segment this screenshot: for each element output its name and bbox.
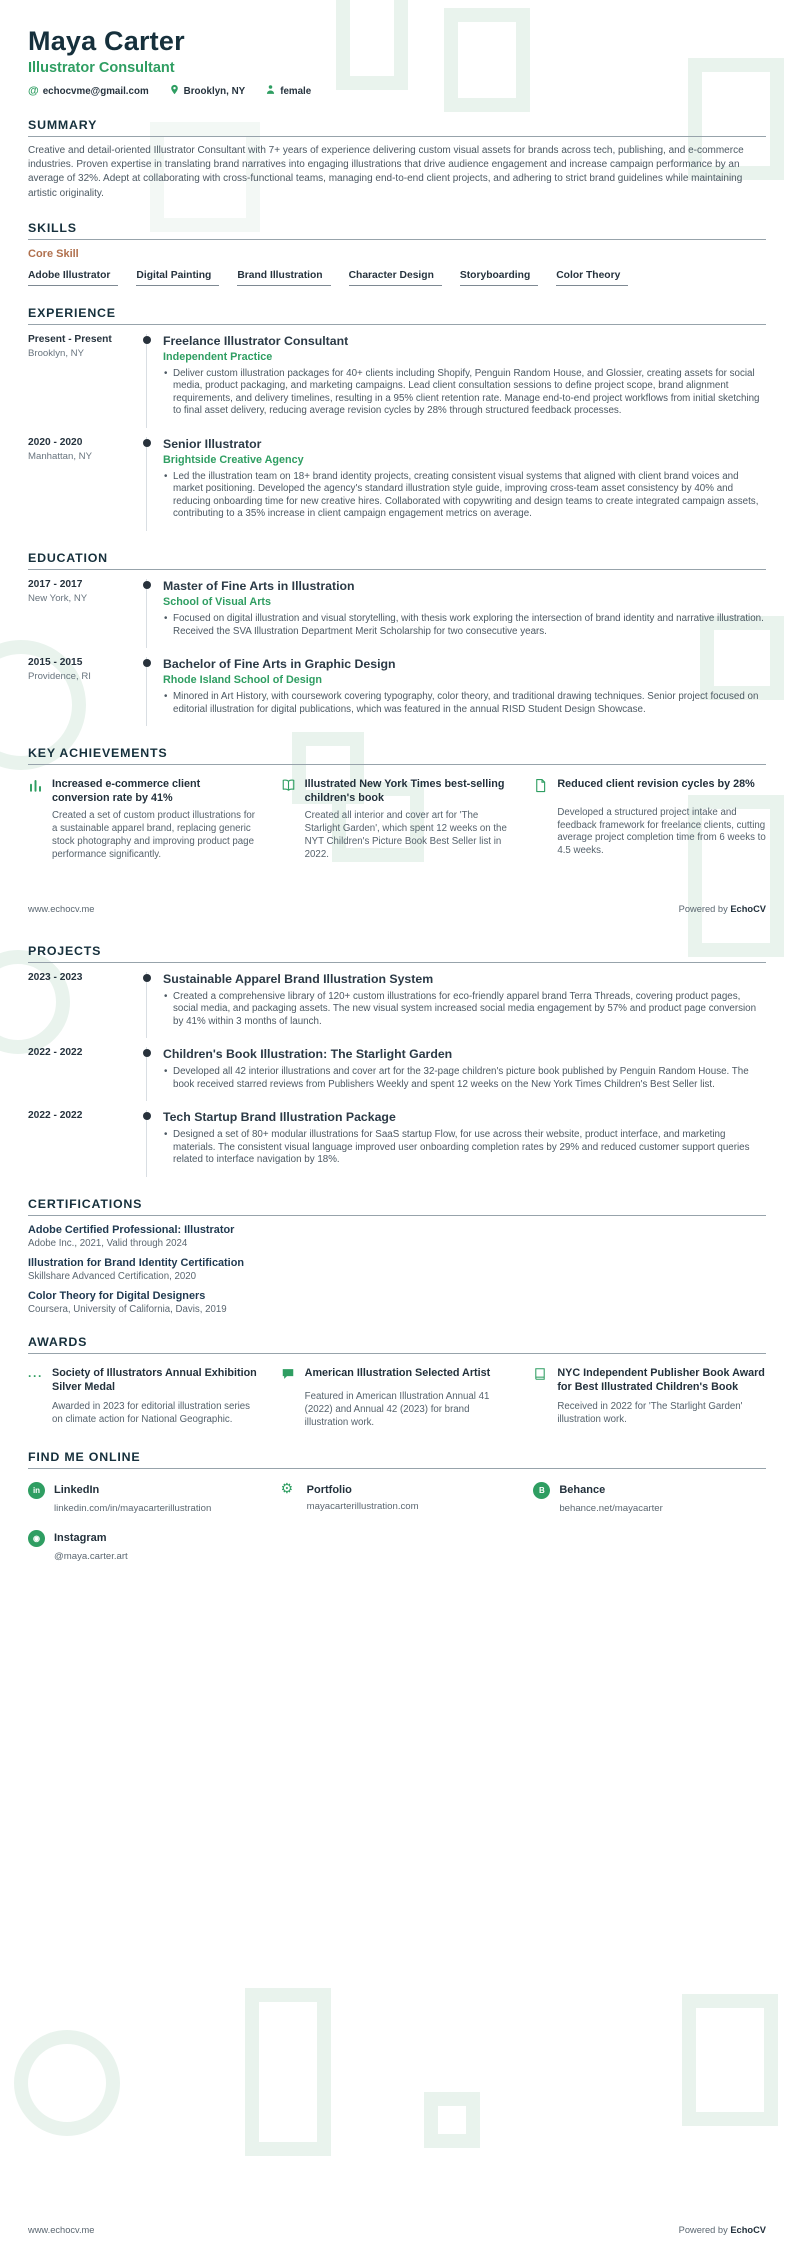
- section-key-achievements: [28, 746, 766, 862]
- decorative-shape: [14, 2030, 120, 2136]
- skill-item: Storyboarding: [460, 270, 538, 286]
- online-label: Instagram: [54, 1532, 107, 1545]
- footer-site-link[interactable]: www.echocv.me: [28, 2225, 95, 2235]
- linkedin-icon: in: [28, 1482, 45, 1499]
- project-details: [163, 1066, 766, 1091]
- entry-body: [146, 1047, 766, 1101]
- award-title: NYC Independent Publisher Book Award for Best Illustrated Children's Book: [557, 1367, 765, 1394]
- project-details: [163, 1129, 766, 1167]
- online-item-linkedin: [28, 1481, 261, 1515]
- award-item: [28, 1366, 261, 1430]
- online-label: Portfolio: [306, 1483, 352, 1496]
- section-awards: [28, 1335, 766, 1430]
- footer-powered-by: [679, 904, 766, 914]
- timeline-dot: [143, 659, 151, 667]
- decorative-shape: [424, 2092, 480, 2148]
- skills-list: [28, 270, 766, 286]
- certification-title: Color Theory for Digital Designers: [28, 1290, 206, 1302]
- achievement-description: Created a set of custom product illustrations for a sustainable apparel brand, replacing generic stock photography and improving product page performance significantly.: [52, 810, 255, 860]
- education-entry: [28, 579, 766, 648]
- job-details: [163, 471, 766, 521]
- footer-powered-prefix: Powered by: [678, 2225, 731, 2235]
- online-label: LinkedIn: [54, 1483, 100, 1496]
- company-name: Independent Practice: [163, 350, 273, 363]
- award-description: Featured in American Illustration Annual 41 (2022) and Annual 42 (2023) for brand illustration work.: [304, 1391, 490, 1428]
- skills-category-label: Core Skill: [28, 247, 79, 260]
- decorative-shape: [682, 1994, 778, 2126]
- achievement-description: Created all interior and cover art for 'The Starlight Garden', which spent 12 weeks on the NYT Children's Picture Book Best Seller list in 2022.: [304, 810, 507, 860]
- entry-left: [28, 1047, 146, 1101]
- entry-body: [146, 334, 766, 428]
- instagram-icon: ◉: [28, 1530, 45, 1547]
- detail-bullet: • Led the illustration team on 18+ brand identity projects, creating consistent visual systems that aligned with client brand voices and market positioning. Developed the agency's standard illustration style guide, improving cross-team asset consistency by 40% and reducing onboarding time for new creative hires. Collaborated with copywriting and design teams to create integrated campaign assets, contributing to a 35% increase in client campaign engagement metrics on average.: [163, 471, 766, 521]
- detail-bullet: • Developed all 42 interior illustrations and cover art for the 32-page children's picture book published by Penguin Random House. The book received starred reviews from Publishers Weekly and spent 12 weeks on the New York Times Children's Best Seller list.: [163, 1066, 766, 1091]
- achievement-title: Reduced client revision cycles by 28%: [557, 778, 755, 791]
- entry-location: Manhattan, NY: [28, 450, 92, 462]
- contact-gender: [265, 84, 311, 98]
- achievements-grid: [28, 777, 766, 862]
- contact-location: [169, 84, 246, 98]
- section-education: [28, 551, 766, 726]
- experience-entry: [28, 437, 766, 531]
- entry-body: [146, 657, 766, 726]
- entry-left: [28, 334, 146, 428]
- entry-left: [28, 657, 146, 726]
- detail-bullet: • Focused on digital illustration and visual storytelling, with thesis work exploring the intersection of brand identity and narrative illustration. Received the SVA Illustration Department Merit Scholarship for two consecutive years.: [163, 613, 766, 638]
- skill-item: Brand Illustration: [237, 270, 330, 286]
- contact-email-text: echocvme@gmail.com: [42, 85, 149, 97]
- award-item: [533, 1366, 766, 1430]
- page-footer: [28, 904, 766, 914]
- achievements-heading: KEY ACHIEVEMENTS: [28, 746, 766, 765]
- entry-dates: 2023 - 2023: [28, 971, 83, 983]
- detail-bullet: • Deliver custom illustration packages for 40+ clients including Shopify, Penguin Random House, and Glossier, creating assets for social media, product packaging, and marketing campaigns. Lead client consultation sessions to define project scope, brand alignment requirements, and delivery timelines, resulting in a 95% client retention rate. Manage end-to-end project workflows from initial sketching to final asset delivery, reducing average revision cycles by 28% through structured feedback processes.: [163, 368, 766, 418]
- contact-gender-text: female: [280, 85, 312, 97]
- achievement-item: [28, 777, 261, 862]
- page-footer: [28, 2225, 766, 2235]
- entry-body: [146, 437, 766, 531]
- footer-powered-by: [679, 2225, 766, 2235]
- project-title: Tech Startup Brand Illustration Package: [163, 1110, 396, 1125]
- job-details: [163, 368, 766, 418]
- book-award-icon: [533, 1366, 557, 1396]
- education-heading: EDUCATION: [28, 551, 766, 570]
- certification-subtitle: Adobe Inc., 2021, Valid through 2024: [28, 1238, 188, 1249]
- bar-chart-icon: [28, 777, 52, 805]
- person-name: Maya Carter: [28, 26, 185, 56]
- entry-location: Brooklyn, NY: [28, 347, 84, 359]
- experience-heading: EXPERIENCE: [28, 306, 766, 325]
- entry-dates: Present - Present: [28, 333, 112, 345]
- achievement-item: [533, 777, 766, 862]
- online-item-instagram: [28, 1529, 261, 1563]
- entry-location: Providence, RI: [28, 671, 91, 683]
- certification-subtitle: Coursera, University of California, Davis, 2019: [28, 1304, 227, 1315]
- timeline-dot: [143, 1049, 151, 1057]
- section-experience: [28, 306, 766, 531]
- company-name: Brightside Creative Agency: [163, 453, 304, 466]
- detail-bullet: • Designed a set of 80+ modular illustrations for SaaS startup Flow, for use across their website, product interface, and marketing materials. The consistent visual language improved user onboarding completion rates by 29% and reduced customer support queries related to interface navigation by 18%.: [163, 1129, 766, 1167]
- skill-item: Digital Painting: [136, 270, 219, 286]
- entry-left: [28, 972, 146, 1039]
- degree-title: Master of Fine Arts in Illustration: [163, 579, 355, 593]
- project-entry: [28, 1047, 766, 1101]
- education-details: [163, 613, 766, 638]
- section-skills: [28, 221, 766, 286]
- certifications-heading: CERTIFICATIONS: [28, 1197, 766, 1216]
- experience-entry: [28, 334, 766, 428]
- footer-brand-link[interactable]: EchoCV: [730, 903, 766, 914]
- portfolio-gear-icon: ⚙: [280, 1479, 294, 1496]
- certification-item: [28, 1224, 766, 1249]
- award-description: Awarded in 2023 for editorial illustration series on climate action for National Geographic.: [52, 1401, 250, 1426]
- project-details: [163, 991, 766, 1029]
- online-url[interactable]: @maya.carter.art: [54, 1551, 128, 1563]
- project-entry: [28, 972, 766, 1039]
- entry-dates: 2022 - 2022: [28, 1110, 83, 1122]
- location-pin-icon: [169, 84, 180, 98]
- person-icon: [265, 84, 276, 98]
- entry-body: [146, 1110, 766, 1177]
- timeline-dot: [143, 974, 151, 982]
- entry-left: [28, 437, 146, 531]
- entry-dates: 2015 - 2015: [28, 657, 83, 669]
- contact-row: [28, 84, 766, 98]
- summary-heading: SUMMARY: [28, 118, 766, 137]
- skill-item: Character Design: [349, 270, 442, 286]
- job-title: Senior Illustrator: [163, 436, 262, 451]
- online-url[interactable]: mayacarterillustration.com: [306, 1501, 419, 1513]
- book-icon: [281, 777, 305, 805]
- footer-site-link[interactable]: www.echocv.me: [28, 903, 95, 914]
- email-at-icon: @: [28, 85, 39, 97]
- detail-bullet: • Minored in Art History, with coursework covering typography, color theory, and traditional drawing techniques. Senior project focused on editorial illustration for digital publications, which was featured in the annual RISD Student Design Showcase.: [163, 691, 766, 716]
- timeline-dot: [143, 1112, 151, 1120]
- certification-subtitle: Skillshare Advanced Certification, 2020: [28, 1271, 197, 1282]
- section-certifications: [28, 1197, 766, 1315]
- online-url[interactable]: linkedin.com/in/mayacarterillustration: [54, 1502, 212, 1514]
- entry-dates: 2017 - 2017: [28, 579, 83, 590]
- education-entry: [28, 657, 766, 726]
- certification-title: Adobe Certified Professional: Illustrator: [28, 1224, 235, 1236]
- section-projects: [28, 944, 766, 1177]
- online-heading: FIND ME ONLINE: [28, 1450, 766, 1469]
- education-details: [163, 691, 766, 716]
- section-summary: [28, 118, 766, 201]
- project-title: Children's Book Illustration: The Starlight Garden: [163, 1047, 453, 1062]
- speech-bubble-icon: [281, 1366, 305, 1386]
- footer-powered-prefix: Powered by: [678, 903, 731, 914]
- online-item-behance: [533, 1481, 766, 1515]
- ellipsis-icon: ···: [28, 1369, 43, 1383]
- awards-heading: AWARDS: [28, 1335, 766, 1354]
- detail-bullet: • Created a comprehensive library of 120+ custom illustrations for eco-friendly apparel brand Terra Threads, covering product pages, social media, and packaging assets. The new visual system increased social media engagement by 57% and product page conversion by 41% within 3 months of launch.: [163, 991, 766, 1029]
- behance-icon: B: [533, 1482, 550, 1499]
- certification-item: [28, 1290, 766, 1315]
- projects-heading: PROJECTS: [28, 944, 766, 963]
- footer-brand-link[interactable]: EchoCV: [730, 2225, 766, 2235]
- entry-body: [146, 579, 766, 648]
- achievement-title: Increased e-commerce client conversion rate by 41%: [52, 778, 201, 805]
- timeline-dot: [143, 581, 151, 589]
- entry-left: [28, 579, 146, 648]
- online-grid: [28, 1481, 766, 1564]
- entry-left: [28, 1110, 146, 1177]
- certification-title: Illustration for Brand Identity Certification: [28, 1257, 245, 1269]
- school-name: Rhode Island School of Design: [163, 674, 322, 687]
- resume-header: [28, 26, 766, 98]
- award-title: Society of Illustrators Annual Exhibition Silver Medal: [52, 1367, 257, 1394]
- contact-email[interactable]: [28, 85, 149, 97]
- achievement-item: [281, 777, 514, 862]
- document-icon: [533, 777, 557, 802]
- skill-item: Color Theory: [556, 270, 628, 286]
- achievement-title: Illustrated New York Times best-selling children's book: [304, 778, 505, 805]
- job-title: Freelance Illustrator Consultant: [163, 333, 349, 348]
- section-find-me-online: [28, 1450, 766, 1564]
- award-title: American Illustration Selected Artist: [304, 1367, 491, 1379]
- award-item: [281, 1366, 514, 1430]
- decorative-shape: [245, 1988, 331, 2156]
- degree-title: Bachelor of Fine Arts in Graphic Design: [163, 657, 396, 672]
- timeline-dot: [143, 336, 151, 344]
- certification-item: [28, 1257, 766, 1282]
- achievement-description: Developed a structured project intake and feedback framework for freelance clients, cutting average project completion time from 6 weeks to 4.5 weeks.: [557, 806, 766, 857]
- entry-dates: 2020 - 2020: [28, 436, 83, 448]
- project-title: Sustainable Apparel Brand Illustration System: [163, 971, 434, 986]
- timeline-dot: [143, 439, 151, 447]
- entry-dates: 2022 - 2022: [28, 1047, 83, 1059]
- skills-heading: SKILLS: [28, 221, 766, 240]
- contact-location-text: Brooklyn, NY: [183, 85, 246, 97]
- entry-body: [146, 972, 766, 1039]
- online-label: Behance: [559, 1483, 606, 1496]
- online-url[interactable]: behance.net/mayacarter: [559, 1502, 663, 1514]
- awards-grid: [28, 1366, 766, 1430]
- project-entry: [28, 1110, 766, 1177]
- school-name: School of Visual Arts: [163, 596, 271, 608]
- entry-location: New York, NY: [28, 593, 88, 604]
- skill-item: Adobe Illustrator: [28, 270, 118, 286]
- person-job-title: Illustrator Consultant: [28, 60, 175, 76]
- award-description: Received in 2022 for 'The Starlight Garden' illustration work.: [557, 1401, 743, 1426]
- summary-text: Creative and detail-oriented Illustrator Consultant with 7+ years of experience delivering custom visual assets for brands across tech, publishing, and e-commerce industries. Proven expertise in translating brand narratives into engaging illustrations that drive audience engagement and increase campaign performance by an average of 32%. Adept at collaborating with cross-functional teams, managing end-to-end client projects, and adhering to strict brand guidelines while maintaining artistic originality.: [28, 145, 744, 199]
- online-item-portfolio: [281, 1481, 514, 1515]
